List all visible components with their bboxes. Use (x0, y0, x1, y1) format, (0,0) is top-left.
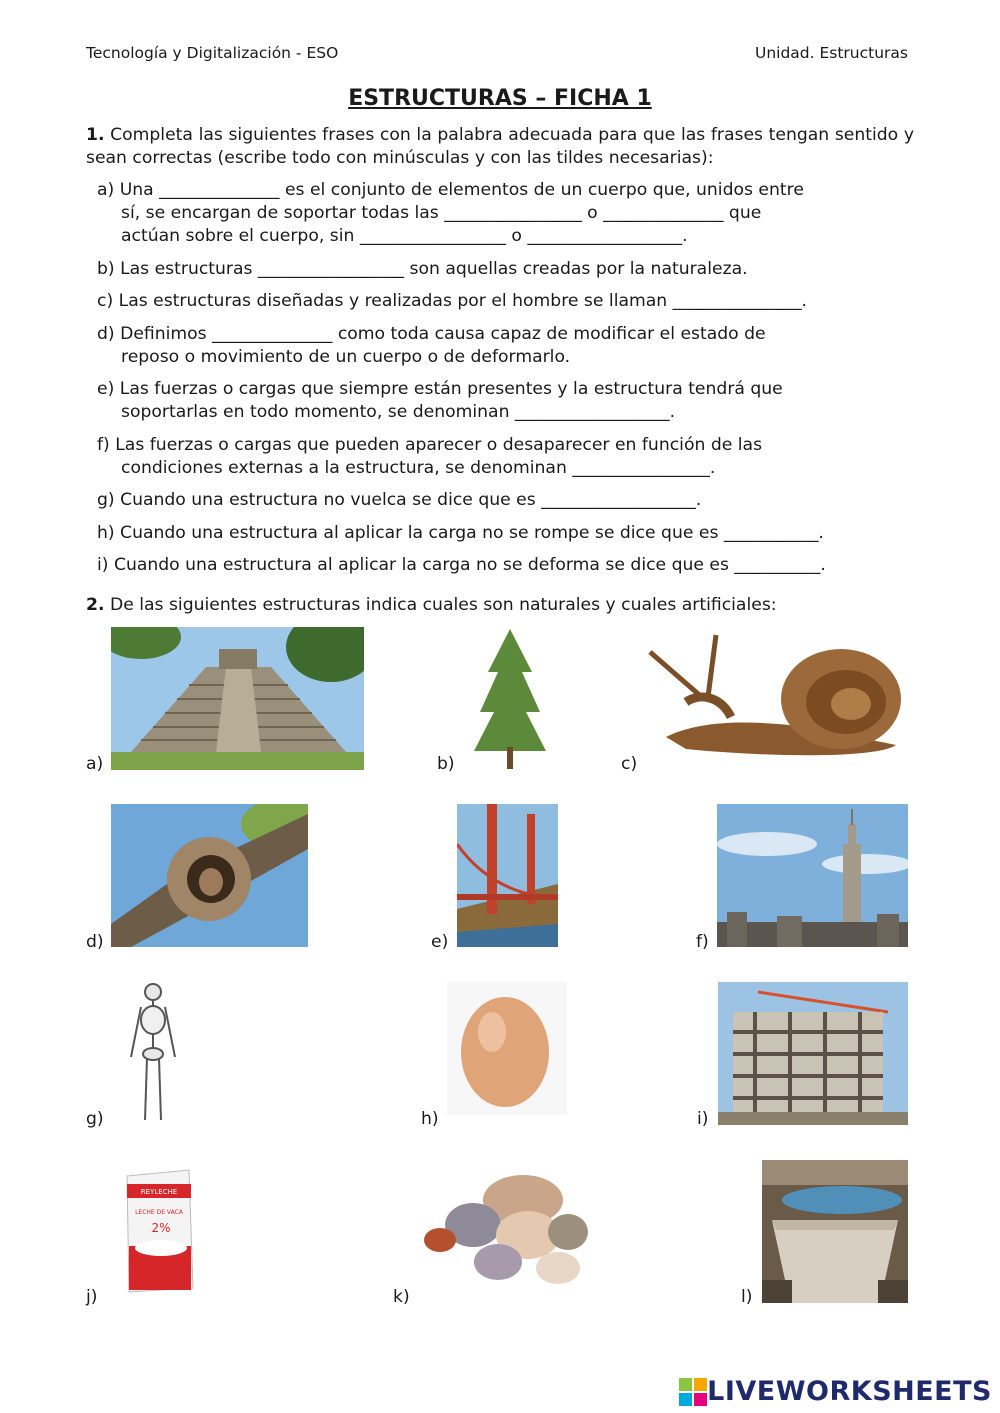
question-1-prompt (86, 124, 914, 170)
shells-photo (418, 1160, 598, 1292)
milk-percent: 2% (151, 1221, 171, 1235)
item-g (97, 489, 917, 512)
skeleton-photo (121, 982, 185, 1125)
item-g-line1: g) Cuando una estructura no vuelca se dice que es __________________. (97, 490, 702, 510)
page-title: ESTRUCTURAS – FICHA 1 (348, 86, 652, 111)
liveworksheets-wordmark: LIVEWORKSHEETS (707, 1376, 992, 1407)
skyscraper-photo (717, 804, 908, 947)
bird-nest-photo (111, 804, 308, 947)
dam-photo (762, 1160, 908, 1303)
building-construction-photo (718, 982, 908, 1125)
label-d: d) (86, 932, 104, 952)
item-h-line1: h) Cuando una estructura al aplicar la carga no se rompe se dice que es ___________. (97, 522, 824, 543)
item-e-line2: soportarlas en todo momento, se denominan __________________. (121, 402, 676, 422)
tree-photo (472, 627, 548, 770)
item-a (97, 179, 917, 248)
liveworksheets-logo (679, 1376, 992, 1407)
item-d-line1: d) Definimos ______________ como toda causa capaz de modificar el estado de (97, 323, 766, 344)
item-d-line2: reposo o movimiento de un cuerpo o de deformarlo. (121, 346, 571, 367)
item-a-line3: actúan sobre el cuerpo, sin _________________ o __________________. (121, 226, 688, 246)
header-unit: Unidad. Estructuras (754, 44, 908, 62)
label-j: j) (86, 1287, 98, 1307)
bridge-photo (457, 804, 558, 947)
label-k: k) (393, 1287, 410, 1307)
milk-carton-photo (119, 1166, 198, 1296)
question-2-number: 2. (86, 595, 105, 615)
label-e: e) (431, 932, 449, 952)
question-2-text: De las siguientes estructuras indica cuales son naturales y cuales artificiales: (104, 595, 777, 615)
label-b: b) (437, 754, 455, 774)
item-d (97, 323, 917, 369)
label-l: l) (741, 1287, 753, 1307)
label-h: h) (421, 1109, 439, 1129)
item-a-line1: a) Una ______________ es el conjunto de elementos de un cuerpo que, unidos entre (97, 180, 804, 200)
question-2-prompt (86, 594, 914, 617)
item-i (97, 554, 917, 577)
item-e-line1: e) Las fuerzas o cargas que siempre están presentes y la estructura tendrá que (97, 379, 783, 399)
label-c: c) (621, 754, 638, 774)
item-h (97, 522, 917, 545)
question-1-items (97, 179, 917, 587)
item-f-line2: condiciones externas a la estructura, se denominan ________________. (121, 457, 716, 478)
label-a: a) (86, 754, 104, 774)
pyramid-photo (111, 627, 364, 770)
item-f-line1: f) Las fuerzas o cargas que pueden aparecer o desaparecer en función de las (97, 434, 763, 455)
item-c (97, 290, 917, 313)
label-i: i) (697, 1109, 709, 1129)
snail-photo (646, 627, 910, 765)
item-f (97, 434, 917, 480)
item-i-line1: i) Cuando una estructura al aplicar la carga no se deforma se dice que es __________. (97, 555, 826, 575)
milk-brand: REYLECHE (140, 1188, 178, 1196)
item-b (97, 258, 917, 281)
liveworksheets-badge-icon (679, 1378, 707, 1406)
question-1-text: Completa las siguientes frases con la palabra adecuada para que las frases tengan sentido y sean correctas (escribe todo con minúsculas y con las tildes necesarias): (86, 125, 914, 168)
item-b-line1: b) Las estructuras _________________ son aquellas creadas por la naturaleza. (97, 258, 748, 279)
item-a-line2: sí, se encargan de soportar todas las ________________ o ______________ que (121, 203, 762, 223)
milk-label: LECHE DE VACA (135, 1209, 183, 1216)
egg-photo (447, 982, 567, 1115)
question-1-number: 1. (86, 125, 105, 145)
item-c-line1: c) Las estructuras diseñadas y realizadas por el hombre se llaman _______________. (97, 291, 807, 311)
label-g: g) (86, 1109, 104, 1129)
header-subject: Tecnología y Digitalización - ESO (86, 44, 339, 62)
item-e (97, 378, 917, 424)
label-f: f) (696, 932, 709, 952)
